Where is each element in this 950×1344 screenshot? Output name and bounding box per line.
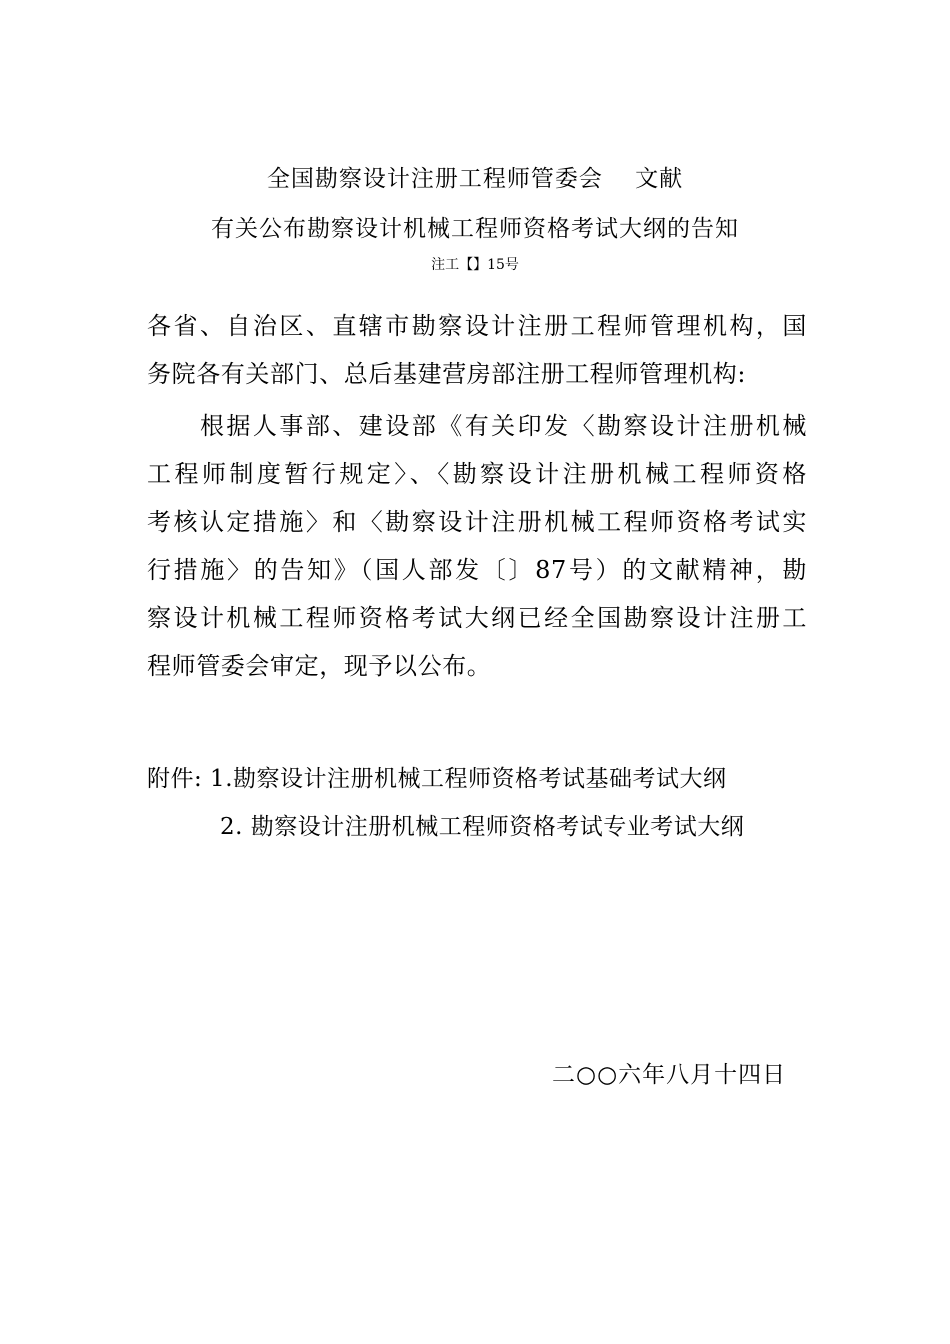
notice-title: 有关公布勘察设计机械工程师资格考试大纲的告知: [211, 216, 739, 242]
attachment-item-2: 2. 勘察设计注册机械工程师资格考试专业考试大纲: [220, 814, 745, 840]
addressee-line: 各省、自治区、直辖市勘察设计注册工程师管理机构，国: [147, 312, 807, 340]
paragraph-line: 程师管委会审定，现予以公布。: [147, 652, 492, 680]
document-number: 注工【】15号: [431, 257, 519, 273]
paragraph-line: 根据人事部、建设部《有关印发〈勘察设计注册机械: [147, 412, 807, 440]
attachment-item-1: 附件: 1.勘察设计注册机械工程师资格考试基础考试大纲: [147, 766, 727, 792]
main-paragraph: [147, 402, 807, 690]
addressee-line: 务院各有关部门、总后基建营房部注册工程师管理机构:: [147, 360, 747, 388]
paragraph-line: 察设计机械工程师资格考试大纲已经全国勘察设计注册工: [147, 604, 807, 632]
issuer-title: 全国勘察设计注册工程师管委会 文献: [266, 166, 684, 192]
addressee-block: [147, 302, 807, 398]
issue-date: 二○○六年八月十四日: [552, 1062, 787, 1088]
paragraph-line: 行措施〉的告知》（国人部发〔〕87号）的文献精神，勘: [147, 556, 807, 584]
paragraph-line: 工程师制度暂行规定〉、〈勘察设计注册机械工程师资格: [147, 460, 807, 488]
paragraph-line: 考核认定措施〉和〈勘察设计注册机械工程师资格考试实: [147, 508, 807, 536]
